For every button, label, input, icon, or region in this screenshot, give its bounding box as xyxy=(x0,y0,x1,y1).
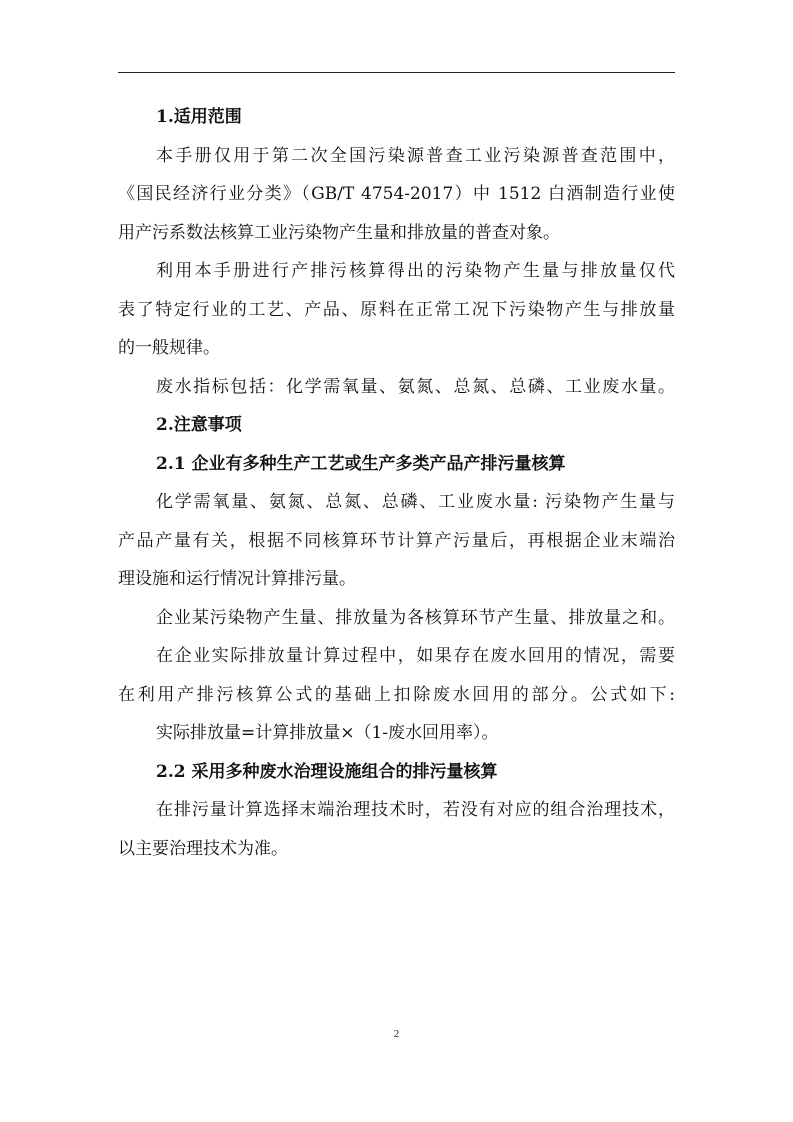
paragraph-line: 的一般规律。 xyxy=(118,338,220,358)
section-heading-notes: 2.注意事项 xyxy=(156,415,242,435)
paragraph-line: 以主要治理技术为准。 xyxy=(118,838,288,859)
paragraph-line: 化学需氧量、氨氮、总氮、总磷、工业废水量: 污染物产生量与 xyxy=(156,492,675,512)
paragraph-line: 《国民经济行业分类》（GB/T 4754-2017）中 1512 白酒制造行业使 xyxy=(118,184,675,204)
paragraph-line: 产品产量有关，根据不同核算环节计算产污量后，再根据企业末端治 xyxy=(118,530,675,551)
subsection-heading-2-2: 2.2 采用多种废水治理设施组合的排污量核算 xyxy=(156,761,498,782)
subsection-heading-2-1: 2.1 企业有多种生产工艺或生产多类产品产排污量核算 xyxy=(156,453,566,474)
paragraph-line: 理设施和运行情况计算排污量。 xyxy=(118,569,356,589)
paragraph-line: 企业某污染物产生量、排放量为各核算环节产生量、排放量之和。 xyxy=(156,607,675,628)
document-body xyxy=(118,98,675,868)
paragraph-line: 用产污系数法核算工业污染物产生量和排放量的普查对象。 xyxy=(118,222,560,243)
formula-line: 实际排放量=计算排放量×（1-废水回用率）。 xyxy=(156,723,499,743)
paragraph-line: 在利用产排污核算公式的基础上扣除废水回用的部分。公式如下: xyxy=(118,684,675,705)
header-rule xyxy=(118,72,675,73)
paragraph-line: 表了特定行业的工艺、产品、原料在正常工况下污染物产生与排放量 xyxy=(118,299,675,320)
paragraph-line: 利用本手册进行产排污核算得出的污染物产生量与排放量仅代 xyxy=(156,261,675,281)
paragraph-line: 在排污量计算选择末端治理技术时，若没有对应的组合治理技术， xyxy=(156,800,675,820)
paragraph-line: 废水指标包括：化学需氧量、氨氮、总氮、总磷、工业废水量。 xyxy=(156,376,675,397)
paragraph-line: 本手册仅用于第二次全国污染源普查工业污染源普查范围中， xyxy=(156,145,675,166)
page-number: 2 xyxy=(393,1028,400,1040)
section-heading-scope: 1.适用范围 xyxy=(156,107,242,127)
paragraph-line: 在企业实际排放量计算过程中，如果存在废水回用的情况，需要 xyxy=(156,646,675,666)
